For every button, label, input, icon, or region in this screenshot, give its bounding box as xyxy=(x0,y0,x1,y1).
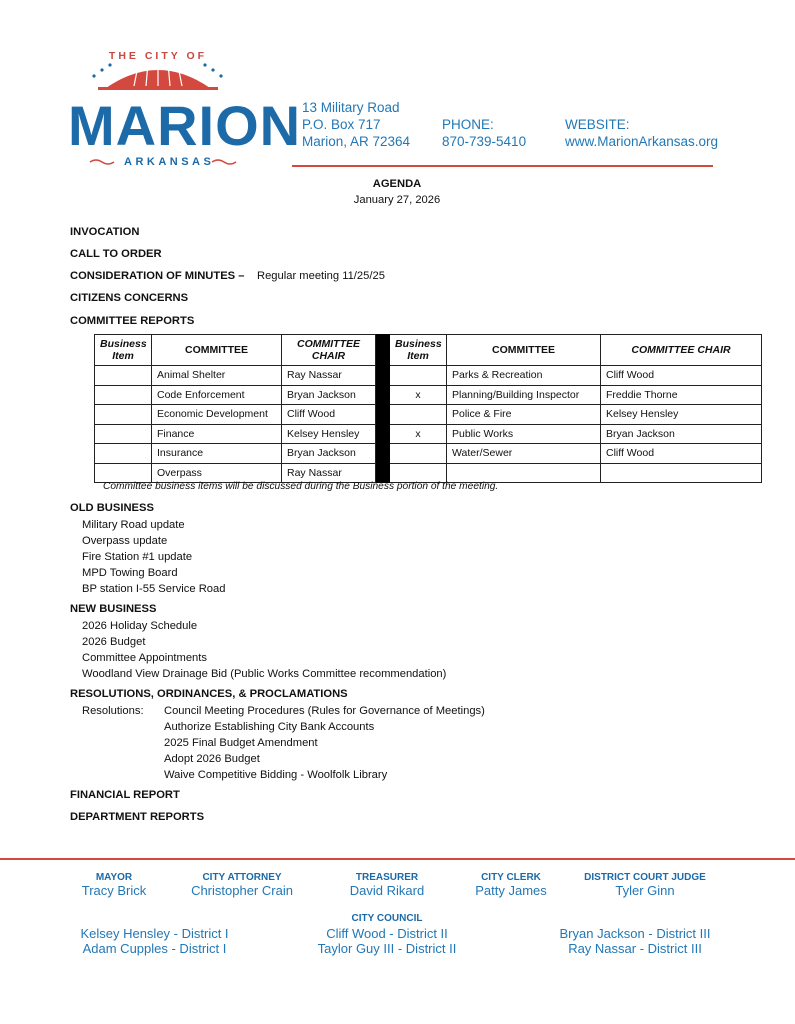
chair-cell: Kelsey Hensley xyxy=(282,424,376,444)
column-header: Business Item xyxy=(95,335,152,366)
table-row xyxy=(95,385,762,405)
council-member: Adam Cupples - District I xyxy=(82,941,227,956)
council-member: Ray Nassar - District III xyxy=(568,941,702,956)
column-header: COMMITTEE xyxy=(152,335,282,366)
resolutions-label: Resolutions: xyxy=(82,705,144,717)
business-item-cell xyxy=(95,424,152,444)
official-mayor xyxy=(62,872,166,898)
phone-number: 870-739-5410 xyxy=(442,134,527,149)
old-business-list xyxy=(82,517,225,597)
table-row xyxy=(95,444,762,464)
committee-cell: Parks & Recreation xyxy=(447,366,601,386)
official-name: Christopher Crain xyxy=(191,883,293,898)
column-header: COMMITTEE CHAIR xyxy=(282,335,376,366)
resolutions-list xyxy=(164,703,485,783)
table-header-row xyxy=(95,335,762,366)
chair-cell: Kelsey Hensley xyxy=(601,405,762,425)
list-item: Authorize Establishing City Bank Accounts xyxy=(164,721,375,733)
header-divider xyxy=(292,165,713,167)
committee-table xyxy=(94,334,762,483)
city-logo xyxy=(68,44,302,174)
list-item: MPD Towing Board xyxy=(82,567,178,579)
column-header: COMMITTEE CHAIR xyxy=(601,335,762,366)
council-member: Cliff Wood - District II xyxy=(326,926,448,941)
table-row xyxy=(95,463,762,483)
official-name: Tracy Brick xyxy=(81,883,147,898)
financial-report-heading: FINANCIAL REPORT xyxy=(70,789,180,801)
business-item-cell xyxy=(390,463,447,483)
business-item-cell xyxy=(95,405,152,425)
business-item-cell xyxy=(95,366,152,386)
table-row xyxy=(95,366,762,386)
table-spacer xyxy=(376,335,390,366)
official-name: Patty James xyxy=(475,883,547,898)
business-item-cell: x xyxy=(390,424,447,444)
council-district-1 xyxy=(62,926,247,956)
resolutions-heading: RESOLUTIONS, ORDINANCES, & PROCLAMATIONS xyxy=(70,688,348,700)
list-item: Waive Competitive Bidding - Woolfolk Library xyxy=(164,769,388,781)
table-spacer xyxy=(376,405,390,425)
council-member: Taylor Guy III - District II xyxy=(317,941,457,956)
official-treasurer xyxy=(332,872,442,898)
logo-city-of-text: THE CITY OF xyxy=(108,50,208,62)
chair-cell xyxy=(601,463,762,483)
invocation-heading: INVOCATION xyxy=(70,226,140,238)
website-block xyxy=(565,116,718,150)
committee-cell: Code Enforcement xyxy=(152,385,282,405)
list-item: 2026 Budget xyxy=(82,636,146,648)
website-link[interactable]: www.MarionArkansas.org xyxy=(565,134,719,149)
old-business-heading: OLD BUSINESS xyxy=(70,502,154,514)
list-item: Military Road update xyxy=(82,519,185,531)
committee-cell: Insurance xyxy=(152,444,282,464)
list-item: Committee Appointments xyxy=(82,652,207,664)
committee-reports-heading: COMMITTEE REPORTS xyxy=(70,315,195,327)
council-district-2 xyxy=(297,926,477,956)
committee-cell xyxy=(447,463,601,483)
list-item: Fire Station #1 update xyxy=(82,551,193,563)
committee-cell: Finance xyxy=(152,424,282,444)
website-label: WEBSITE: xyxy=(565,117,630,132)
table-spacer xyxy=(376,424,390,444)
list-item: Overpass update xyxy=(82,535,168,547)
council-member: Bryan Jackson - District III xyxy=(559,926,711,941)
business-item-cell xyxy=(95,444,152,464)
chair-cell: Cliff Wood xyxy=(282,405,376,425)
business-item-cell xyxy=(95,385,152,405)
citizens-concerns-heading: CITIZENS CONCERNS xyxy=(70,292,189,304)
address-line: Marion, AR 72364 xyxy=(302,134,411,149)
chair-cell: Cliff Wood xyxy=(601,444,762,464)
business-item-cell xyxy=(95,463,152,483)
department-reports-heading: DEPARTMENT REPORTS xyxy=(70,811,205,823)
chair-cell: Ray Nassar xyxy=(282,366,376,386)
address-line: P.O. Box 717 xyxy=(302,117,381,132)
call-to-order-heading: CALL TO ORDER xyxy=(70,248,162,260)
business-item-cell xyxy=(390,405,447,425)
official-city-clerk xyxy=(462,872,560,898)
official-title: CITY ATTORNEY xyxy=(202,872,282,883)
committee-note: Committee business items will be discussed during the Business portion of the meeting. xyxy=(103,481,499,492)
footer-divider xyxy=(0,858,795,860)
official-name: Tyler Ginn xyxy=(615,883,675,898)
phone-block xyxy=(442,116,526,150)
official-title: TREASURER xyxy=(355,872,419,883)
official-title: MAYOR xyxy=(95,872,133,883)
committee-cell: Economic Development xyxy=(152,405,282,425)
list-item: Woodland View Drainage Bid (Public Works Committee recommendation) xyxy=(82,668,447,680)
list-item: 2026 Holiday Schedule xyxy=(82,620,198,632)
committee-cell: Public Works xyxy=(447,424,601,444)
agenda-title: AGENDA xyxy=(372,178,422,190)
list-item: BP station I-55 Service Road xyxy=(82,583,226,595)
official-name: David Rikard xyxy=(349,883,425,898)
committee-cell: Animal Shelter xyxy=(152,366,282,386)
new-business-heading: NEW BUSINESS xyxy=(70,603,157,615)
list-item: Adopt 2026 Budget xyxy=(164,753,260,765)
official-title: CITY CLERK xyxy=(481,872,541,883)
logo-state: ARKANSAS xyxy=(124,156,215,168)
committee-cell: Police & Fire xyxy=(447,405,601,425)
list-item: 2025 Final Budget Amendment xyxy=(164,737,318,749)
business-item-cell: x xyxy=(390,385,447,405)
business-item-cell xyxy=(390,366,447,386)
table-row xyxy=(95,405,762,425)
council-district-3 xyxy=(545,926,725,956)
official-district-court-judge xyxy=(575,872,715,898)
committee-cell: Overpass xyxy=(152,463,282,483)
business-item-cell xyxy=(390,444,447,464)
table-spacer xyxy=(376,463,390,483)
official-city-attorney xyxy=(182,872,302,898)
minutes-value: Regular meeting 11/25/25 xyxy=(257,270,385,282)
chair-cell: Bryan Jackson xyxy=(282,444,376,464)
chair-cell: Ray Nassar xyxy=(282,463,376,483)
chair-cell: Cliff Wood xyxy=(601,366,762,386)
committee-cell: Water/Sewer xyxy=(447,444,601,464)
logo-name: MARION xyxy=(68,94,302,157)
column-header: Business Item xyxy=(390,335,447,366)
council-member: Kelsey Hensley - District I xyxy=(80,926,229,941)
table-row xyxy=(95,424,762,444)
address-block xyxy=(302,99,410,150)
address-line: 13 Military Road xyxy=(302,100,400,115)
new-business-list xyxy=(82,618,446,682)
chair-cell: Bryan Jackson xyxy=(601,424,762,444)
minutes-heading: CONSIDERATION OF MINUTES – xyxy=(70,270,245,282)
table-spacer xyxy=(376,385,390,405)
list-item: Council Meeting Procedures (Rules for Governance of Meetings) xyxy=(164,705,485,717)
phone-label: PHONE: xyxy=(442,117,494,132)
table-spacer xyxy=(376,366,390,386)
committee-cell: Planning/Building Inspector xyxy=(447,385,601,405)
agenda-date: January 27, 2026 xyxy=(353,194,441,206)
city-council-heading: CITY COUNCIL xyxy=(351,913,423,924)
column-header: COMMITTEE xyxy=(447,335,601,366)
chair-cell: Freddie Thorne xyxy=(601,385,762,405)
chair-cell: Bryan Jackson xyxy=(282,385,376,405)
official-title: DISTRICT COURT JUDGE xyxy=(584,872,706,883)
table-spacer xyxy=(376,444,390,464)
